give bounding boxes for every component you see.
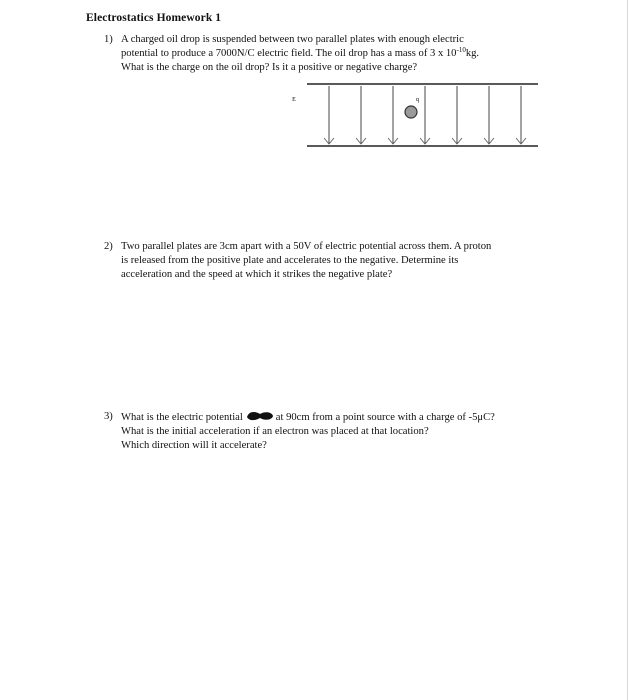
problem-1-text bbox=[121, 33, 574, 75]
problem-2-line-1: Two parallel plates are 3cm apart with a 50V of electric potential across them. A proton bbox=[121, 241, 492, 252]
problem-1-line-1: A charged oil drop is suspended between two parallel plates with enough electric bbox=[121, 34, 464, 45]
problem-1-line-3: What is the charge on the oil drop? Is it a positive or negative charge? bbox=[121, 62, 418, 73]
problem-2-line-2: is released from the positive plate and accelerates to the negative. Determine its bbox=[121, 255, 459, 266]
charge-label: q bbox=[416, 97, 419, 103]
problem-3-line-1-start: What is the electric potential bbox=[121, 412, 243, 423]
field-lines bbox=[324, 86, 526, 144]
problem-1 bbox=[104, 33, 574, 75]
problem-1-line-2 bbox=[121, 47, 574, 61]
problem-3-number: 3) bbox=[104, 411, 113, 422]
problem-2-text bbox=[121, 240, 574, 282]
problem-2-number: 2) bbox=[104, 241, 113, 252]
mass-unit: kg. bbox=[465, 48, 480, 59]
mass-exponent: -10 bbox=[456, 46, 466, 54]
problem-3-line-1 bbox=[121, 410, 574, 425]
parallel-plates-diagram bbox=[285, 80, 545, 154]
field-label: E bbox=[292, 97, 296, 103]
problem-2-line-3: acceleration and the speed at which it strikes the negative plate? bbox=[121, 269, 393, 280]
problem-1-number: 1) bbox=[104, 34, 113, 45]
problem-3-text bbox=[121, 410, 574, 453]
problem-3 bbox=[104, 410, 574, 453]
problem-1-line-2-text: potential to produce a 7000N/C electric field. The oil drop has a mass of 3 x 10 bbox=[121, 48, 457, 59]
problem-3-line-2: What is the initial acceleration if an electron was placed at that location? bbox=[121, 426, 429, 437]
oil-drop bbox=[405, 106, 417, 118]
document-title: Electrostatics Homework 1 bbox=[86, 12, 222, 24]
page-edge bbox=[627, 0, 628, 700]
problem-3-line-1-end: at 90cm from a point source with a charge of -5μC? bbox=[275, 412, 495, 423]
problem-2 bbox=[104, 240, 574, 282]
redaction-scribble bbox=[245, 410, 275, 422]
problem-3-line-3: Which direction will it accelerate? bbox=[121, 440, 267, 451]
